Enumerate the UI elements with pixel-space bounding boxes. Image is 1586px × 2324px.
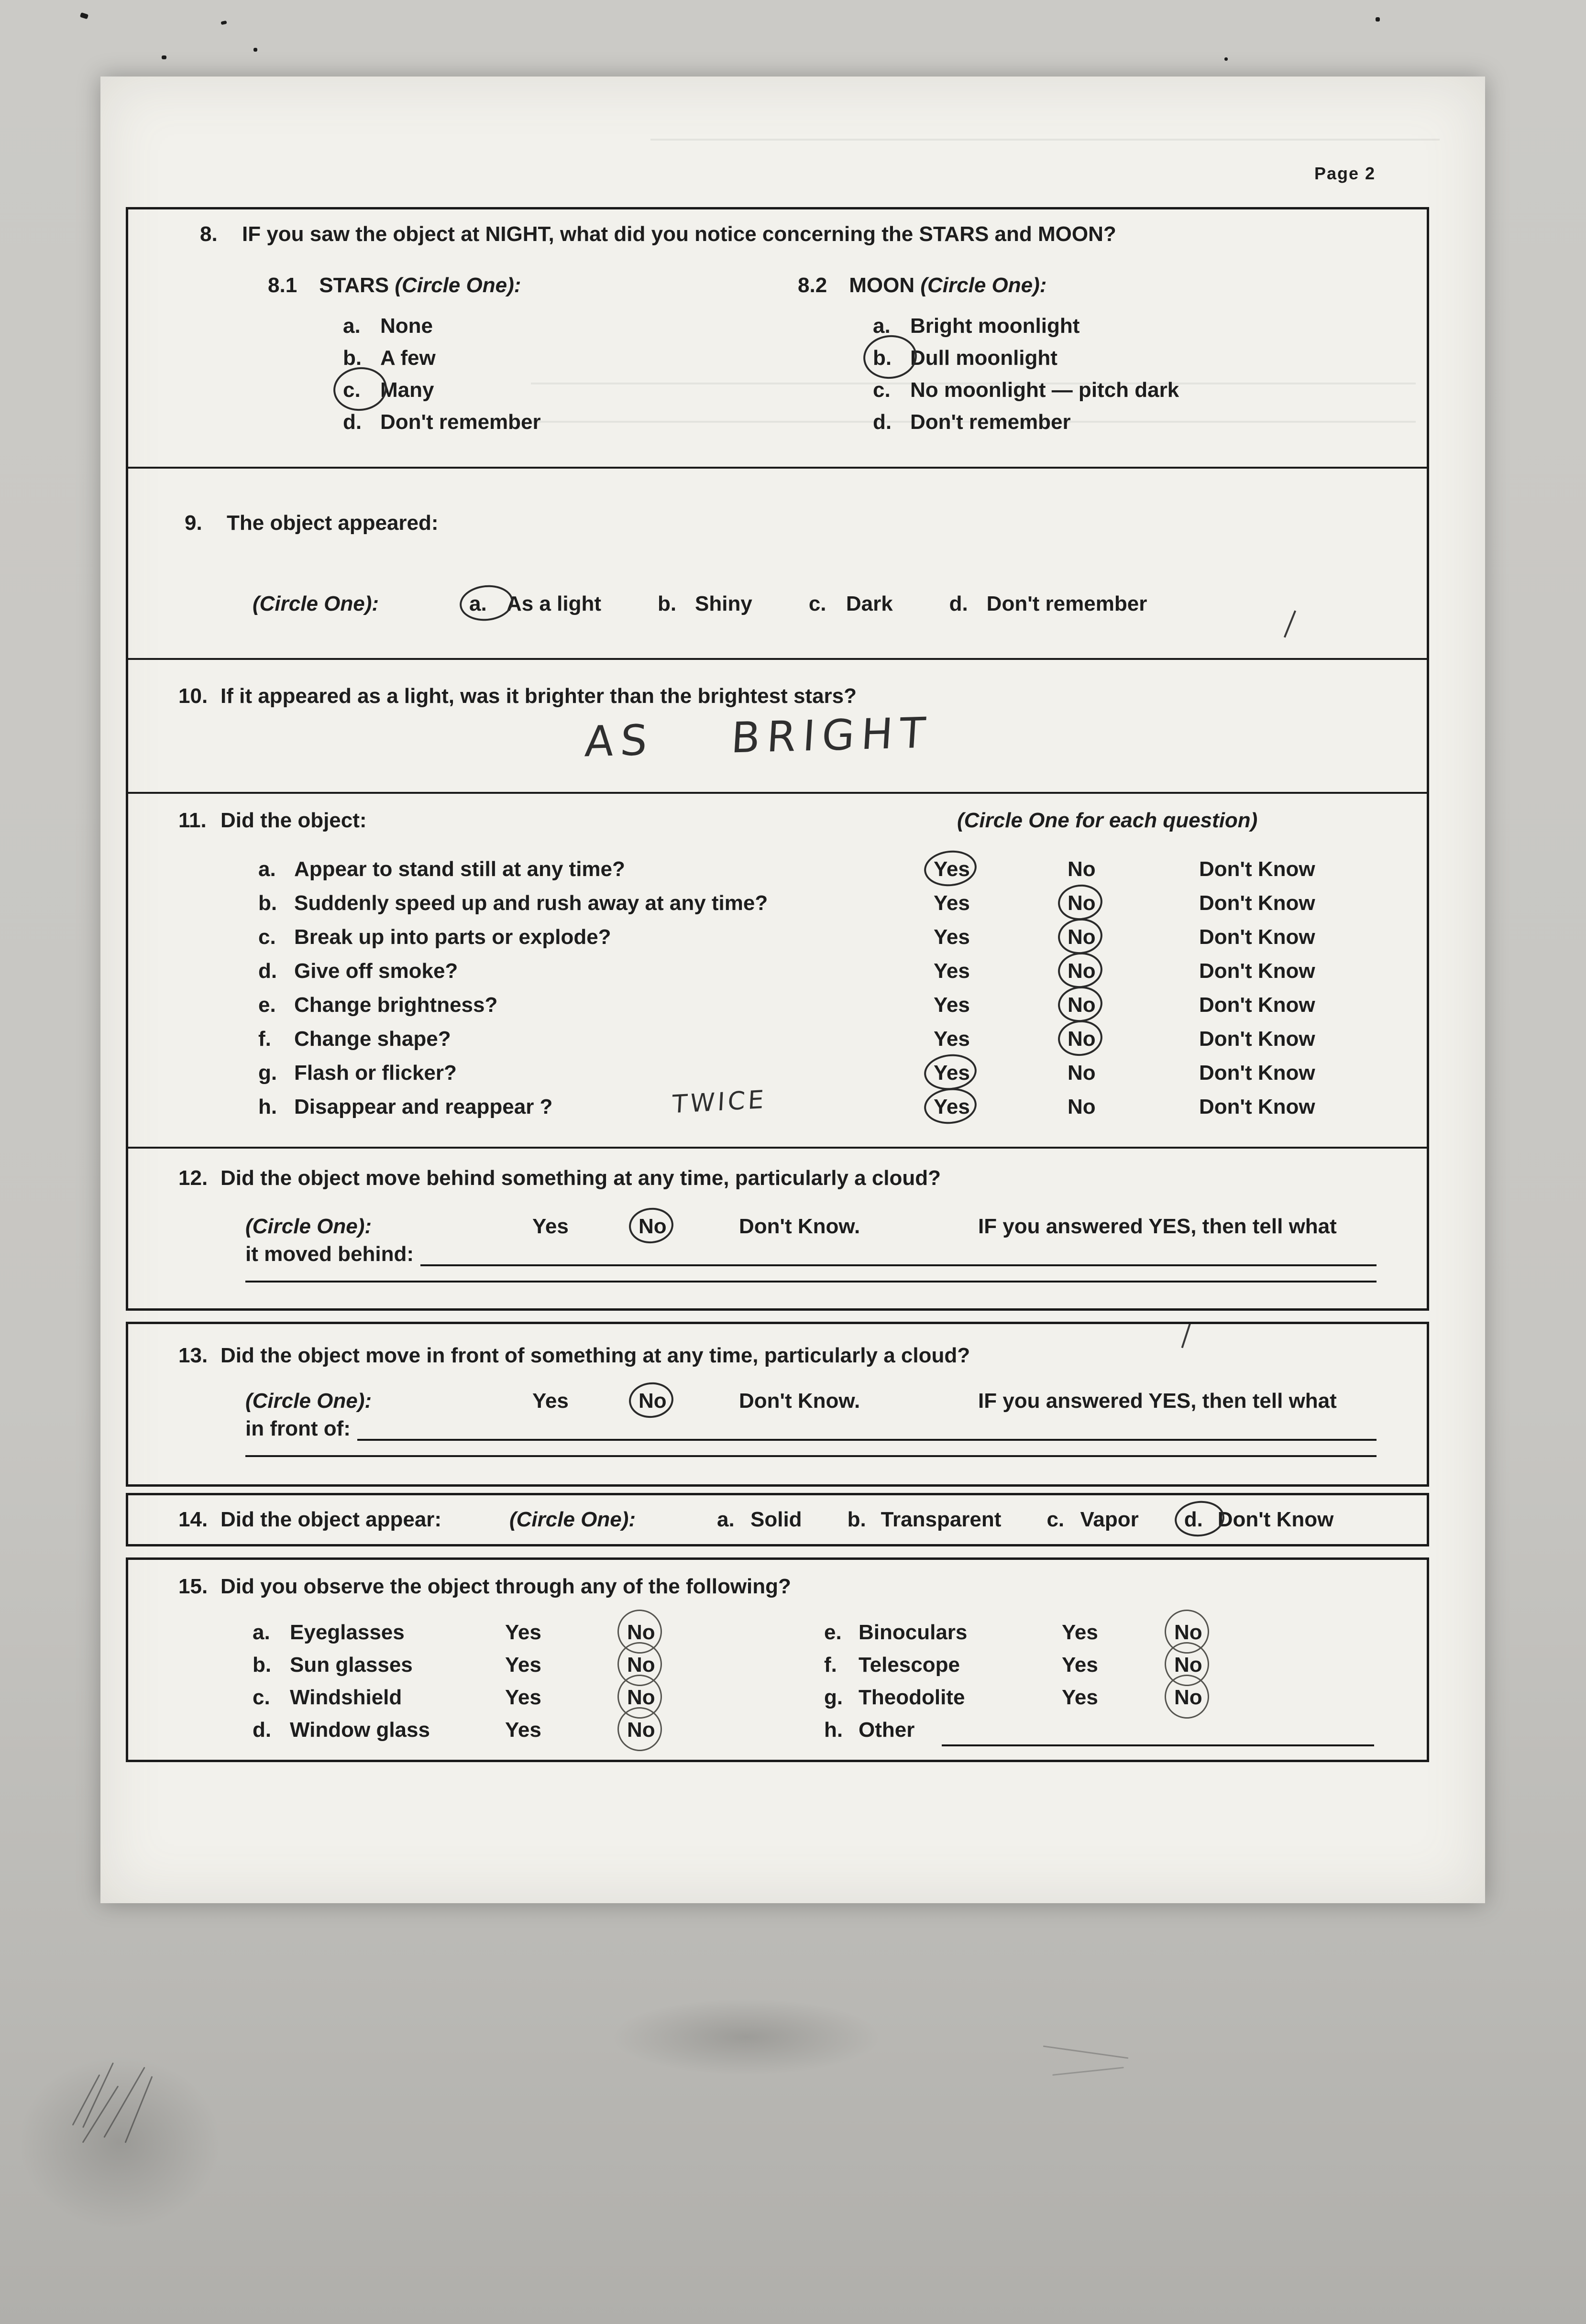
subsection-number: 8.2 — [798, 274, 827, 297]
subsection-title: MOON — [849, 274, 915, 297]
option — [1046, 1508, 1138, 1532]
answer-dont-know: Don't Know — [1199, 925, 1315, 949]
option-letter: a. — [469, 592, 507, 616]
row-letter: g. — [258, 1061, 277, 1085]
question-text: IF you saw the object at NIGHT, what did you notice concerning the STARS and MOON? — [242, 222, 1116, 246]
scan-speck — [80, 12, 88, 19]
answer-no: No — [627, 1681, 655, 1714]
answer-yes: Yes — [1062, 1653, 1098, 1677]
answer-dont-know: Don't Know — [1199, 1061, 1315, 1085]
question-number: 8. — [200, 222, 218, 246]
row-letter: g. — [824, 1686, 843, 1709]
answer-yes: Yes — [532, 1215, 569, 1238]
question-text: The object appeared: — [227, 511, 439, 535]
option-label: Solid — [750, 1508, 802, 1531]
row-letter: e. — [824, 1621, 842, 1644]
q11-row-g — [258, 1056, 1427, 1090]
row-label: Windshield — [290, 1686, 402, 1709]
row-letter: a. — [258, 857, 276, 881]
row-letter: d. — [253, 1718, 272, 1742]
row-question: Change shape? — [294, 1027, 451, 1051]
answer-yes: Yes — [505, 1686, 541, 1709]
q15-row-sun-glasses — [253, 1649, 824, 1681]
tell-what-text: IF you answered YES, then tell what — [978, 1215, 1337, 1238]
option-letter: b. — [343, 346, 362, 370]
circle-one-note: (Circle One): — [245, 1389, 372, 1413]
row-question: Disappear and reappear ? — [294, 1095, 553, 1118]
question-12 — [128, 1147, 1427, 1308]
question-15-box — [126, 1557, 1429, 1762]
q15-row-other — [824, 1714, 1427, 1746]
circle-one-note: (Circle One): — [245, 1215, 372, 1238]
q11-row-d — [258, 954, 1427, 988]
row-question: Change brightness? — [294, 993, 498, 1017]
q11-row-h — [258, 1085, 1427, 1124]
question-number: 10. — [178, 684, 208, 708]
question-text: Did you observe the object through any of the following? — [220, 1575, 791, 1598]
q11-row-e — [258, 988, 1427, 1022]
question-10 — [128, 658, 1427, 792]
option-row — [343, 374, 798, 406]
answer-dont-know: Don't Know — [1199, 1027, 1315, 1051]
option-letter: a. — [717, 1508, 735, 1531]
row-label: Eyeglasses — [290, 1621, 405, 1644]
scan-speck — [1224, 57, 1228, 61]
answer-yes: Yes — [934, 925, 970, 949]
answer-yes: Yes — [934, 959, 970, 983]
row-letter: c. — [258, 925, 276, 949]
row-question: Suddenly speed up and rush away at any time? — [294, 891, 768, 915]
option-letter: c. — [873, 378, 891, 402]
option — [848, 1508, 1002, 1532]
answer-yes: Yes — [505, 1718, 541, 1742]
answer-dont-know: Don't Know — [1199, 1095, 1315, 1118]
answer-no: No — [1068, 857, 1096, 881]
question-14-box — [126, 1493, 1429, 1546]
tell-what-continued: it moved behind: — [245, 1242, 414, 1266]
option-label: Dark — [846, 592, 893, 615]
answer-no: No — [1068, 959, 1096, 983]
question-text: Did the object appear: — [220, 1508, 442, 1531]
row-letter: c. — [253, 1686, 270, 1709]
moon-subsection — [798, 274, 1427, 438]
option-label: Don't Know — [1217, 1508, 1334, 1531]
row-question: Flash or flicker? — [294, 1061, 457, 1085]
questions-8-12-box — [126, 207, 1429, 1311]
option-label: No moonlight — pitch dark — [910, 378, 1179, 402]
option — [658, 592, 752, 616]
answer-yes: Yes — [934, 993, 970, 1017]
answer-dont-know: Don't Know — [1199, 993, 1315, 1017]
option — [949, 592, 1147, 616]
option-label: Shiny — [695, 592, 752, 615]
option-label: Vapor — [1080, 1508, 1139, 1531]
question-text: If it appeared as a light, was it brighter than the brightest stars? — [220, 684, 857, 708]
option-row — [873, 374, 1427, 406]
answer-no: No — [1068, 925, 1096, 949]
answer-dont-know: Don't Know — [1199, 857, 1315, 881]
answer-no: No — [627, 1649, 655, 1681]
option-letter: b. — [847, 1508, 866, 1531]
answer-yes: Yes — [934, 1061, 970, 1085]
option-letter: c. — [1046, 1508, 1065, 1531]
option-label: Transparent — [881, 1508, 1002, 1531]
option-label: As a light — [507, 592, 602, 615]
option-row — [873, 342, 1427, 374]
option-row — [873, 406, 1427, 438]
answer-yes: Yes — [505, 1621, 541, 1644]
question-number: 11. — [178, 809, 207, 832]
option — [469, 592, 601, 616]
circle-one-note: (Circle One): — [509, 1508, 636, 1531]
row-letter: h. — [824, 1718, 843, 1742]
circle-one-note: (Circle One): — [395, 274, 521, 297]
answer-yes: Yes — [532, 1389, 569, 1413]
row-label: Sun glasses — [290, 1653, 413, 1677]
row-label: Window glass — [290, 1718, 430, 1742]
q15-row-window-glass — [253, 1714, 824, 1746]
row-letter: f. — [258, 1027, 271, 1051]
question-number: 13. — [178, 1344, 208, 1367]
scan-speck — [220, 21, 227, 25]
question-text: Did the object: — [220, 809, 367, 832]
option-row — [873, 310, 1427, 342]
stars-subsection — [128, 274, 798, 438]
answer-dont-know: Don't Know. — [739, 1389, 860, 1413]
question-number: 12. — [178, 1166, 208, 1190]
answer-yes: Yes — [934, 1027, 970, 1051]
answer-dont-know: Don't Know — [1199, 891, 1315, 915]
answer-no: No — [1068, 891, 1096, 915]
option-row — [343, 310, 798, 342]
answer-no: No — [1174, 1681, 1202, 1714]
answer-no: No — [1174, 1649, 1202, 1681]
q11-row-f — [258, 1022, 1427, 1056]
answer-blank-line — [357, 1416, 1377, 1441]
q15-row-binoculars — [824, 1616, 1427, 1649]
answer-no: No — [639, 1215, 667, 1238]
tell-what-continued: in front of: — [245, 1417, 351, 1441]
answer-no: No — [627, 1714, 655, 1746]
question-text: Did the object move behind something at any time, particularly a cloud? — [220, 1166, 941, 1190]
answer-blank-line — [245, 1455, 1377, 1457]
q11-row-b — [258, 886, 1427, 920]
handwritten-answer-as-bright: AS BRIGHT — [583, 708, 934, 767]
option-label: None — [380, 314, 433, 338]
option-letter: b. — [873, 342, 910, 374]
scan-smudge — [19, 2056, 220, 2228]
answer-yes: Yes — [934, 891, 970, 915]
row-label: Binoculars — [859, 1621, 968, 1644]
row-question: Give off smoke? — [294, 959, 458, 983]
option-label: Don't remember — [380, 410, 541, 434]
row-label: Other — [859, 1718, 915, 1742]
option-letter: d. — [873, 410, 892, 434]
row-letter: b. — [253, 1653, 272, 1677]
q15-left-column — [253, 1616, 824, 1746]
question-13-box — [126, 1322, 1429, 1487]
q15-row-telescope — [824, 1649, 1427, 1681]
option-letter: d. — [343, 410, 362, 434]
subsection-number: 8.1 — [268, 274, 297, 297]
answer-no: No — [1068, 1027, 1096, 1051]
row-label: Telescope — [859, 1653, 960, 1677]
option-letter: c. — [808, 592, 826, 615]
question-number: 15. — [178, 1575, 208, 1598]
answer-blank-line — [942, 1721, 1374, 1746]
answer-no: No — [1068, 1061, 1096, 1085]
row-question: Appear to stand still at any time? — [294, 857, 625, 881]
option-letter: a. — [343, 314, 361, 338]
circle-one-note: (Circle One for each question) — [957, 809, 1258, 832]
answer-blank-line — [245, 1281, 1377, 1283]
row-label: Theodolite — [859, 1686, 965, 1709]
option-label: A few — [380, 346, 436, 370]
option — [1184, 1508, 1334, 1532]
option-letter: b. — [658, 592, 677, 615]
q11-row-c — [258, 920, 1427, 954]
row-letter: a. — [253, 1621, 270, 1644]
answer-dont-know: Don't Know. — [739, 1215, 860, 1238]
question-11 — [128, 792, 1427, 1147]
subsection-title: STARS — [319, 274, 389, 297]
q15-row-theodolite — [824, 1681, 1427, 1714]
scan-smudge — [612, 1999, 880, 2075]
answer-yes: Yes — [1062, 1621, 1098, 1644]
scan-speck — [253, 48, 257, 52]
option-label: Dull moonlight — [910, 346, 1057, 370]
handwritten-twice: TWICE — [671, 1085, 768, 1119]
row-letter: d. — [258, 959, 277, 983]
answer-yes: Yes — [934, 1095, 970, 1118]
question-8 — [128, 209, 1427, 467]
answer-no: No — [1174, 1616, 1202, 1649]
circle-one-note: (Circle One): — [253, 592, 379, 615]
tell-what-text: IF you answered YES, then tell what — [978, 1389, 1337, 1413]
option-label: Don't remember — [986, 592, 1147, 615]
circle-one-note: (Circle One): — [920, 274, 1047, 297]
answer-no: No — [627, 1616, 655, 1649]
option-letter: a. — [873, 314, 891, 338]
option — [717, 1508, 802, 1532]
answer-no: No — [1068, 1095, 1096, 1118]
question-number: 9. — [185, 511, 202, 535]
answer-yes: Yes — [1062, 1686, 1098, 1709]
option-letter: c. — [343, 374, 380, 406]
option-row — [343, 406, 798, 438]
pencil-scribble — [1052, 2067, 1123, 2076]
option-letter: d. — [949, 592, 968, 615]
option-label: Many — [380, 378, 434, 402]
q11-row-a — [258, 852, 1427, 886]
row-letter: f. — [824, 1653, 837, 1677]
answer-yes: Yes — [934, 857, 970, 881]
row-letter: b. — [258, 891, 277, 915]
option-letter: d. — [1184, 1508, 1218, 1532]
question-text: Did the object move in front of something at any time, particularly a cloud? — [220, 1344, 970, 1367]
bleed-through-line — [650, 139, 1440, 141]
pencil-scribble — [1043, 2045, 1129, 2059]
q15-row-windshield — [253, 1681, 824, 1714]
answer-no: No — [639, 1389, 667, 1413]
q15-row-eyeglasses — [253, 1616, 824, 1649]
row-letter: h. — [258, 1095, 277, 1118]
row-question: Break up into parts or explode? — [294, 925, 611, 949]
answer-no: No — [1068, 993, 1096, 1017]
option-label: Bright moonlight — [910, 314, 1080, 338]
paper — [100, 77, 1485, 1903]
row-letter: e. — [258, 993, 276, 1017]
option-label: Don't remember — [910, 410, 1071, 434]
option — [809, 592, 893, 616]
question-number: 14. — [178, 1508, 208, 1531]
option-row — [343, 342, 798, 374]
question-9 — [128, 467, 1427, 658]
answer-blank-line — [420, 1241, 1377, 1266]
page-number: Page 2 — [1314, 164, 1376, 183]
scan-speck — [162, 55, 166, 59]
answer-yes: Yes — [505, 1653, 541, 1677]
scan-speck — [1376, 17, 1380, 22]
q15-right-column — [824, 1616, 1427, 1746]
answer-dont-know: Don't Know — [1199, 959, 1315, 983]
